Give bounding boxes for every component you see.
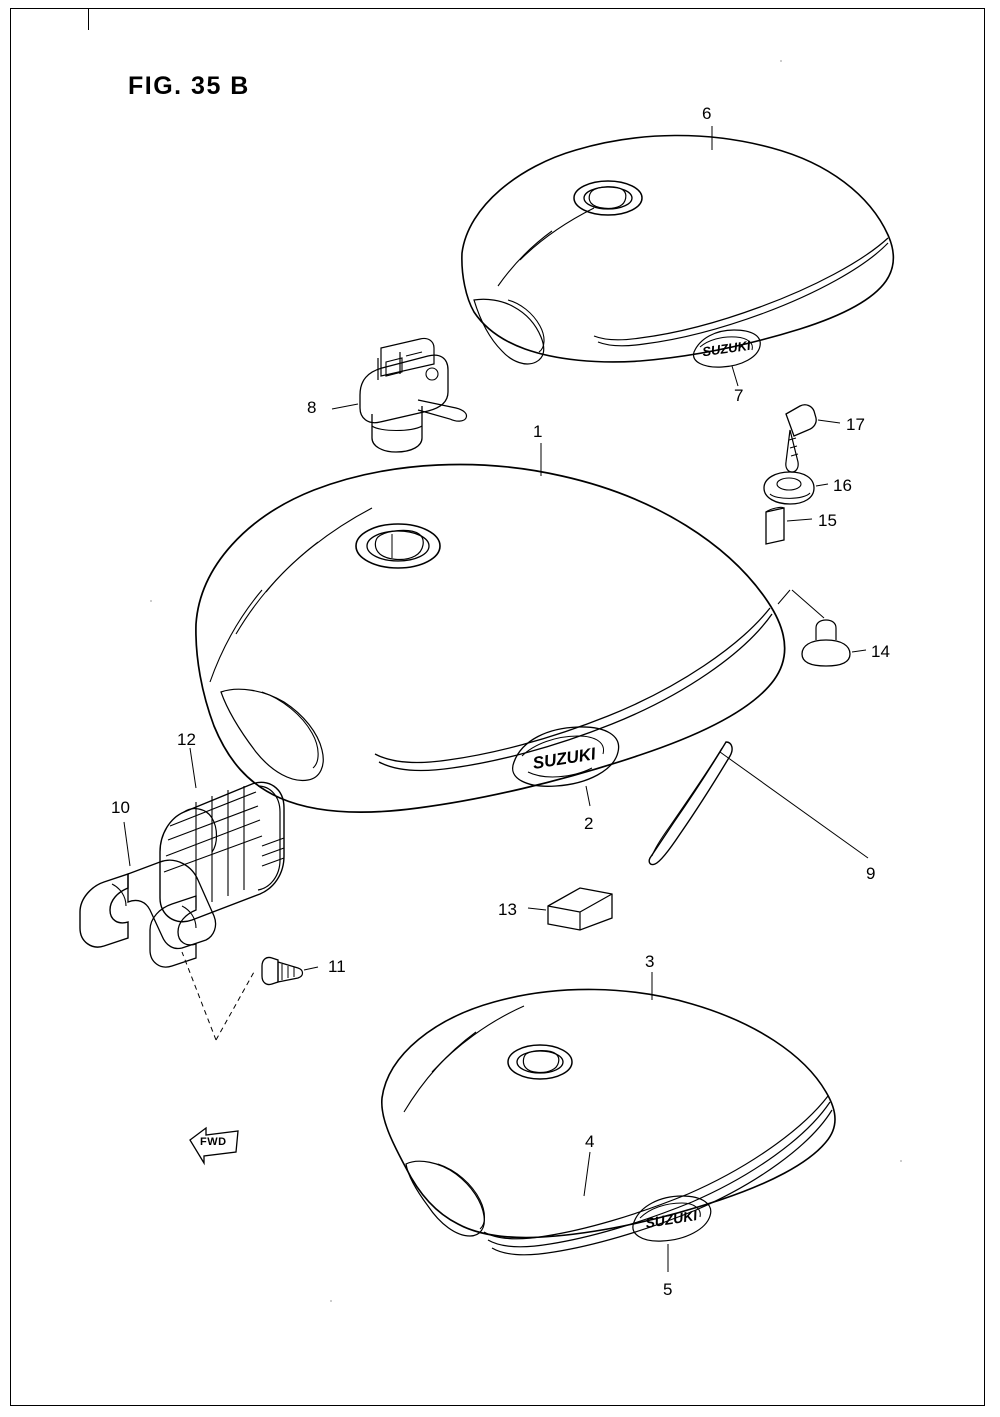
scan-speck: [780, 60, 782, 62]
callout-14: 14: [871, 642, 890, 661]
washer-16: [764, 472, 828, 504]
callout-7: 7: [734, 386, 744, 405]
scan-speck: [150, 600, 152, 602]
fwd-label: FWD: [200, 1136, 227, 1148]
callout-15: 15: [818, 511, 837, 530]
callout-13: 13: [498, 900, 517, 919]
screw-11: [262, 957, 318, 984]
callout-2: 2: [584, 814, 594, 833]
scan-speck: [900, 1160, 902, 1162]
callout-12: 12: [177, 730, 196, 749]
svg-text:SUZUKI: SUZUKI: [644, 1207, 699, 1232]
svg-text:SUZUKI: SUZUKI: [701, 337, 752, 360]
rubber-block-13: [528, 888, 612, 930]
callout-6: 6: [702, 104, 712, 123]
callout-16: 16: [833, 476, 852, 495]
callout-17: 17: [846, 415, 865, 434]
fuel-tank-main: [196, 443, 785, 812]
cushion-14: [778, 590, 866, 666]
callout-5: 5: [663, 1280, 673, 1299]
trim-strip-9: [649, 742, 868, 865]
fuel-tank-upper: [462, 126, 894, 386]
callout-4: 4: [585, 1132, 595, 1151]
svg-text:SUZUKI: SUZUKI: [531, 744, 597, 773]
fuel-filter-12: [160, 748, 284, 922]
fuel-cock-assembly: [332, 338, 467, 452]
bolt-17: [786, 405, 840, 472]
emblem-upper: [694, 330, 761, 367]
fuel-tank-lower: [382, 972, 835, 1272]
emblem-lower: [633, 1196, 711, 1241]
callout-9: 9: [866, 864, 876, 883]
callout-11: 11: [328, 957, 346, 976]
callout-8: 8: [307, 398, 317, 417]
collar-15: [766, 507, 812, 544]
callout-10: 10: [111, 798, 130, 817]
callout-1: 1: [533, 422, 543, 441]
scan-speck: [330, 1300, 332, 1302]
figure-title: FIG. 35 B: [128, 72, 250, 100]
callout-3: 3: [645, 952, 655, 971]
